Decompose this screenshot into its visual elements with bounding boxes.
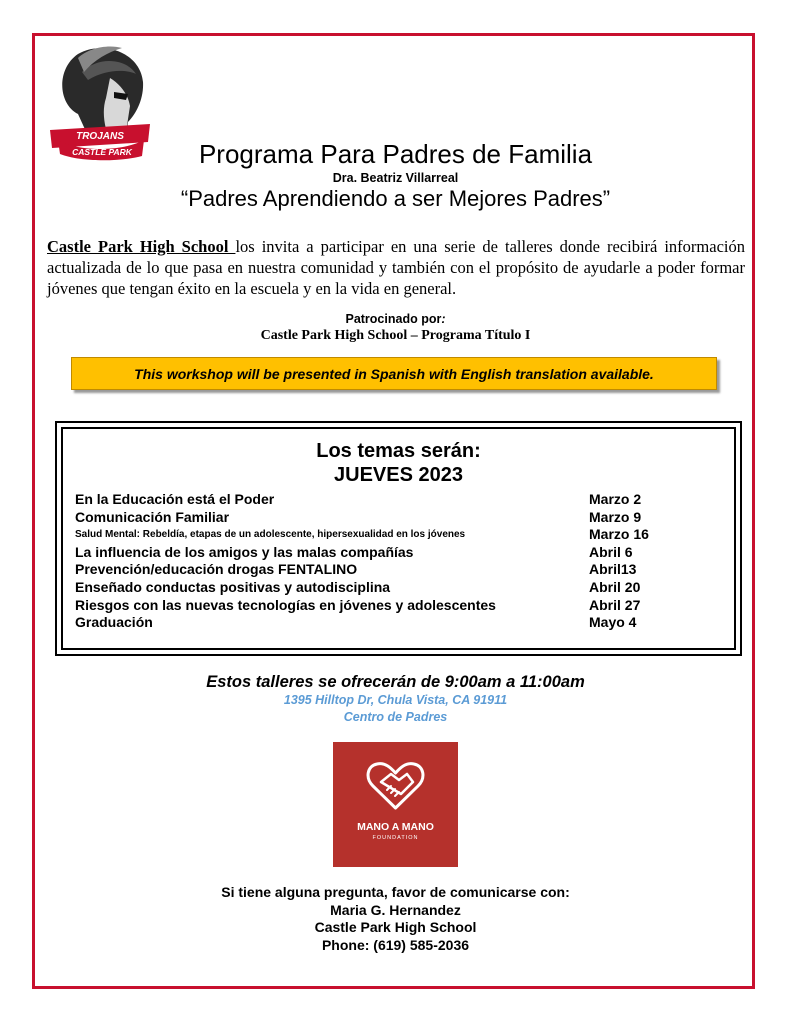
topic-date: Marzo 9 <box>589 508 642 525</box>
sponsor-name: Castle Park High School – Programa Título I <box>260 328 531 343</box>
topic-row <box>75 526 725 544</box>
topic-date: Marzo 16 <box>589 526 649 543</box>
author-name: Dra. Beatriz Villarreal <box>332 171 459 185</box>
topic-row <box>75 614 725 632</box>
topic-date: Abril 20 <box>589 578 641 595</box>
location-name: Centro de Padres <box>343 710 448 724</box>
address: 1395 Hilltop Dr, Chula Vista, CA 91911 <box>283 693 508 707</box>
contact-block <box>0 884 791 954</box>
topics-box-inner <box>61 427 736 650</box>
contact-name: Maria G. Hernandez <box>330 901 461 918</box>
topics-subtitle: JUEVES 2023 <box>334 464 463 486</box>
intro-paragraph <box>47 236 745 299</box>
topic-row <box>75 491 725 509</box>
topic-row <box>75 509 725 527</box>
topic-title: Graduación <box>75 614 153 631</box>
topic-row <box>75 561 725 579</box>
mano-a-mano-logo <box>333 742 458 867</box>
topic-date: Mayo 4 <box>589 614 637 631</box>
topic-title: En la Educación está el Poder <box>75 491 275 507</box>
intro-text: los invita a participar en una serie de talleres donde recibirá información actualizada de lo que pasa en nuestra comunidad y también con el propósito de ayudarle a poder formar jóvenes que tengan éxito en la escuela y en la vida en general. <box>47 237 745 298</box>
mano-logo-name: MANO A MANO <box>357 821 434 833</box>
topic-title: Prevención/educación drogas FENTALINO <box>75 561 358 578</box>
svg-text:TROJANS: TROJANS <box>76 131 124 142</box>
page-title: Programa Para Padres de Familia <box>198 139 593 169</box>
topic-title: Comunicación Familiar <box>75 508 230 525</box>
sponsor-label-colon: : <box>441 312 446 326</box>
topic-date: Abril13 <box>589 561 637 578</box>
topics-list <box>75 491 725 632</box>
topic-date: Marzo 2 <box>589 491 642 507</box>
contact-prompt: Si tiene alguna pregunta, favor de comunicarse con: <box>221 884 570 900</box>
topic-row <box>75 579 725 597</box>
topic-title: La influencia de los amigos y las malas compañías <box>75 543 414 560</box>
topic-row <box>75 544 725 562</box>
topic-title: Salud Mental: Rebeldía, etapas de un adolescente, hipersexualidad en los jóvenes <box>75 529 466 541</box>
topic-date: Abril 27 <box>589 596 641 613</box>
slogan: “Padres Aprendiendo a ser Mejores Padres” <box>180 186 611 211</box>
intro-school-name: Castle Park High School <box>47 237 236 256</box>
topic-date: Abril 6 <box>589 543 633 560</box>
translation-banner: This workshop will be presented in Spanish with English translation available. <box>71 357 717 390</box>
topics-box <box>55 421 742 656</box>
svg-text:CASTLE PARK: CASTLE PARK <box>72 147 132 157</box>
workshop-times: Estos talleres se ofrecerán de 9:00am a 11:00am <box>206 673 585 691</box>
contact-school: Castle Park High School <box>314 919 477 935</box>
mano-logo-sub: FOUNDATION <box>372 835 419 841</box>
heart-handshake-icon <box>333 742 458 822</box>
topic-row <box>75 597 725 615</box>
sponsor-label <box>0 312 791 326</box>
topic-title: Enseñado conductas positivas y autodisciplina <box>75 578 391 595</box>
contact-phone: Phone: (619) 585-2036 <box>321 936 470 953</box>
topics-title: Los temas serán: <box>316 440 481 462</box>
topic-title: Riesgos con las nuevas tecnologías en jóvenes y adolescentes <box>75 596 496 613</box>
sponsor-label-text: Patrocinado por <box>345 312 442 326</box>
